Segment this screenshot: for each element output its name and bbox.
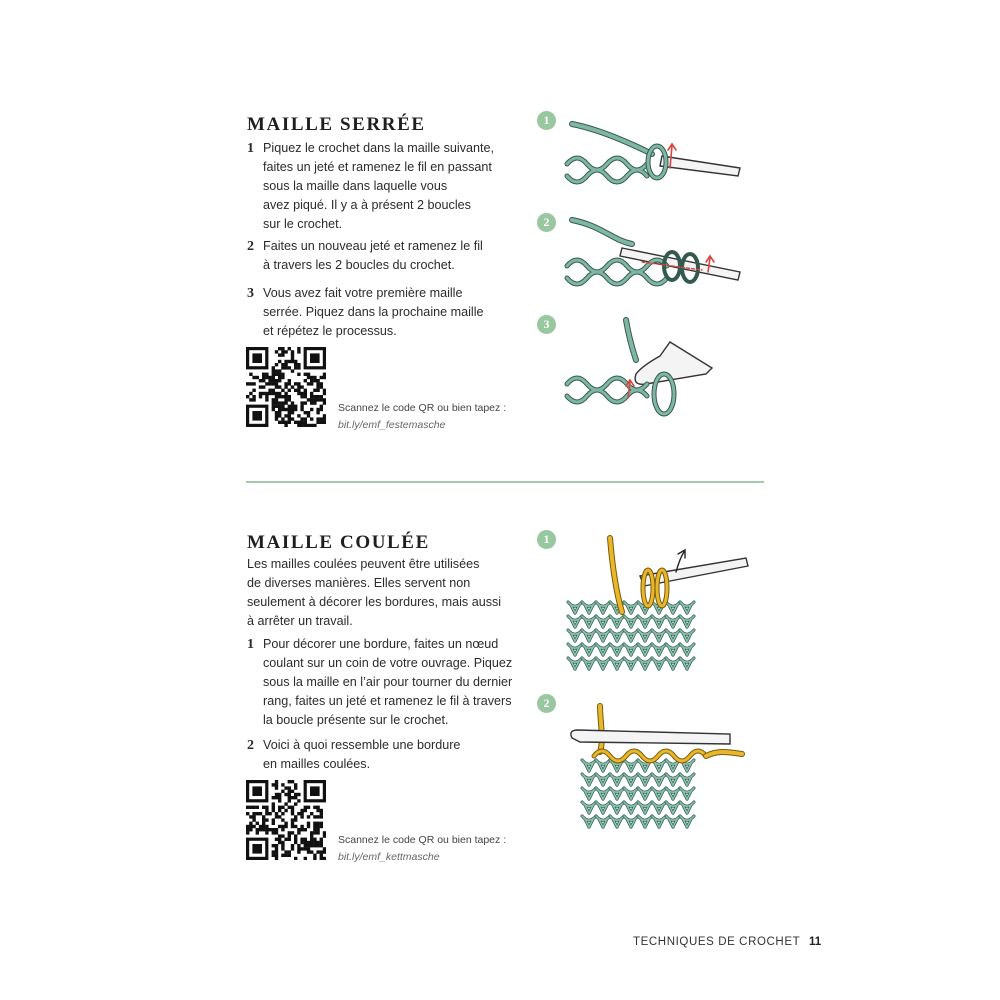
step-number: 1 bbox=[247, 637, 254, 652]
step-1 bbox=[247, 139, 517, 239]
illustration-badge-3: 3 bbox=[537, 315, 556, 334]
illustration-sc-step-3 bbox=[562, 312, 752, 432]
qr-finder-square bbox=[252, 353, 262, 363]
qr-code-kettmasche[interactable] bbox=[246, 780, 326, 860]
qr-code-festemasche[interactable] bbox=[246, 347, 326, 427]
illustration-slst-step-2 bbox=[560, 700, 760, 840]
qr-caption-text: Scannez le code QR ou bien tapez : bbox=[338, 834, 507, 846]
step-2 bbox=[247, 237, 517, 277]
qr-caption-text: Scannez le code QR ou bien tapez : bbox=[338, 402, 507, 414]
step-number: 2 bbox=[247, 239, 254, 254]
qr-finder-square bbox=[252, 844, 262, 854]
step-text: Vous avez fait votre première maille serrée. Piquez dans la prochaine maille et répétez le processus. bbox=[263, 286, 484, 338]
step-2 bbox=[247, 736, 527, 776]
step-text: Faites un nouveau jeté et ramenez le fil à travers les 2 boucles du crochet. bbox=[263, 239, 483, 272]
qr-finder-square bbox=[310, 786, 320, 796]
illustration-badge-2: 2 bbox=[537, 694, 556, 713]
illustration-badge-2: 2 bbox=[537, 213, 556, 232]
qr-finder-square bbox=[252, 411, 262, 421]
section-title-maille-coulee: MAILLE COULÉE bbox=[247, 532, 430, 553]
illustration-sc-step-1 bbox=[562, 116, 752, 196]
step-number: 1 bbox=[247, 141, 254, 156]
section-title-maille-serree: MAILLE SERRÉE bbox=[247, 114, 426, 135]
step-text: Voici à quoi ressemble une bordure en mailles coulées. bbox=[263, 738, 461, 771]
section-intro: Les mailles coulées peuvent être utilisées de diverses manières. Elles servent non seulement à décorer les bordures, mais aussi à arrêter un travail. bbox=[247, 557, 502, 628]
illustration-badge-1: 1 bbox=[537, 530, 556, 549]
step-text: Piquez le crochet dans la maille suivante, faites un jeté et ramenez le fil en passant sous la maille dans laquelle vous avez piqué. Il y a à présent 2 boucles sur le crochet. bbox=[263, 141, 495, 231]
qr-url: bit.ly/emf_kettmasche bbox=[338, 851, 440, 863]
section-divider bbox=[246, 481, 764, 483]
illustration-sc-step-2 bbox=[562, 214, 752, 304]
step-text: Pour décorer une bordure, faites un nœud coulant sur un coin de votre ouvrage. Piquez sous la maille en l’air pour tourner du dernier rang, faites un jeté et ramenez le fil à travers la boucle présente sur le crochet. bbox=[263, 637, 513, 727]
qr-caption bbox=[338, 832, 506, 866]
footer-chapter-label: TECHNIQUES DE CROCHET bbox=[633, 936, 801, 948]
illustration-badge-1: 1 bbox=[537, 111, 556, 130]
qr-finder-square bbox=[310, 353, 320, 363]
step-number: 2 bbox=[247, 738, 254, 753]
step-number: 3 bbox=[247, 286, 254, 301]
step-1 bbox=[247, 635, 527, 735]
step-3 bbox=[247, 284, 517, 344]
qr-caption bbox=[338, 400, 506, 434]
qr-finder-square bbox=[252, 786, 262, 796]
page-number: 11 bbox=[809, 936, 822, 948]
qr-url: bit.ly/emf_festemasche bbox=[338, 419, 446, 431]
illustration-slst-step-1 bbox=[560, 532, 760, 682]
